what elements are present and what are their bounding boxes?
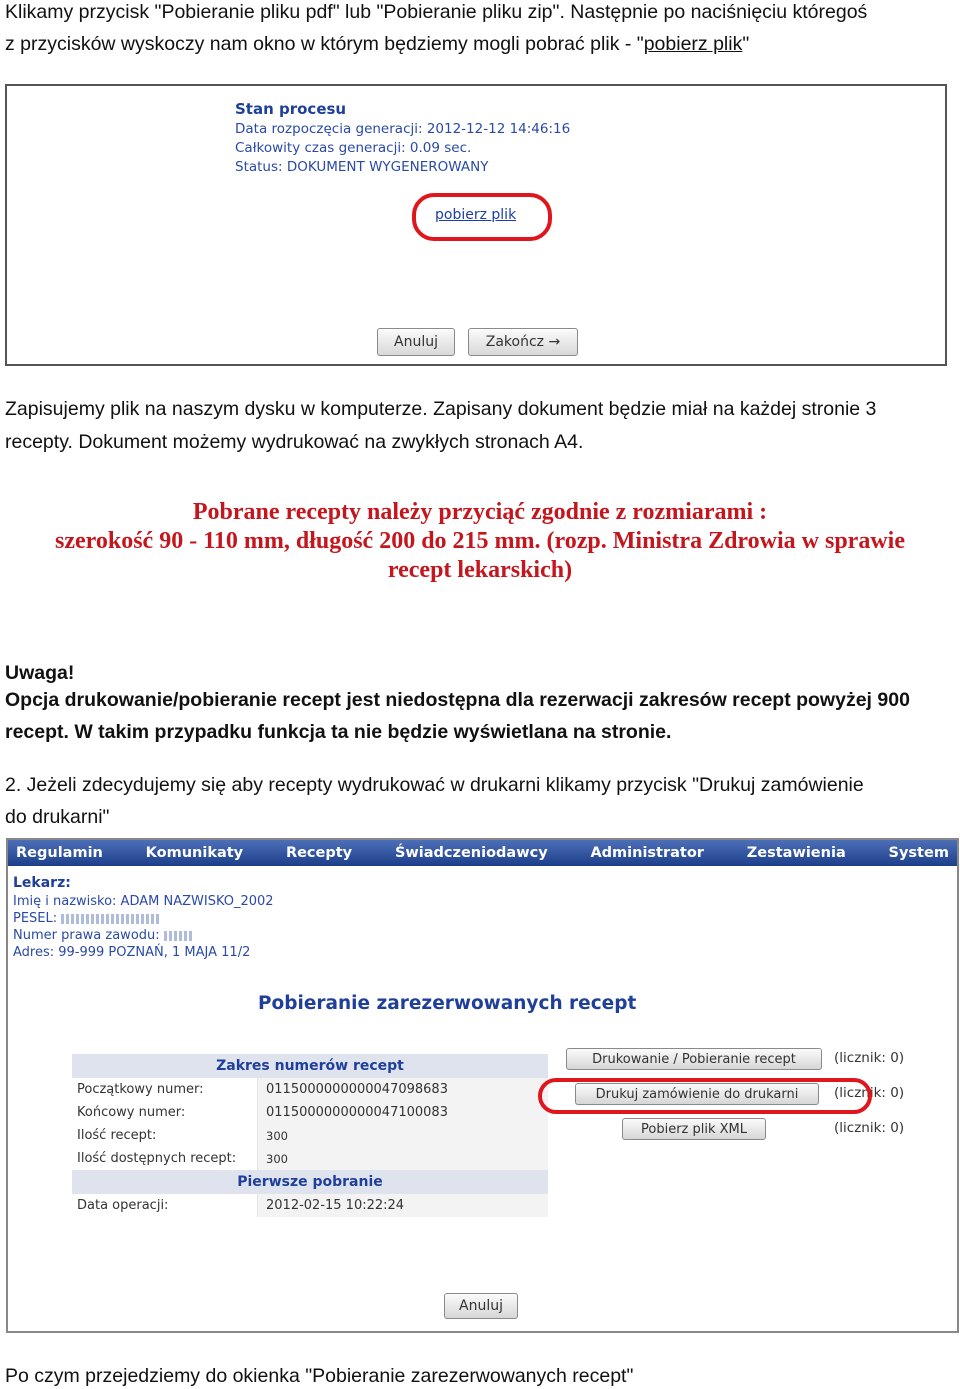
finish-button[interactable]: Zakończ → bbox=[468, 328, 578, 356]
table-row bbox=[72, 1101, 548, 1124]
page-title: Pobieranie zarezerwowanych recept bbox=[258, 993, 637, 1014]
row-value: 0115000000000047100083 bbox=[257, 1101, 548, 1124]
first-download-header: Pierwsze pobranie bbox=[72, 1170, 548, 1194]
nav-item-regulamin[interactable]: Regulamin bbox=[16, 845, 103, 861]
cancel-button[interactable]: Anuluj bbox=[444, 1293, 518, 1319]
range-header: Zakres numerów recept bbox=[72, 1054, 548, 1078]
counter-print-order: (licznik: 0) bbox=[834, 1085, 905, 1101]
row-label: Ilość dostępnych recept: bbox=[72, 1147, 257, 1170]
outro-text: Po czym przejedziemy do okienka "Pobieranie zarezerwowanych recept" bbox=[5, 1365, 634, 1387]
cut-note-line-3: recept lekarskich) bbox=[387, 557, 573, 583]
table-row bbox=[72, 1194, 548, 1217]
warning-line-1: Opcja drukowanie/pobieranie recept jest niedostępna dla rezerwacji zakresów recept powyżej 900 bbox=[5, 689, 910, 711]
process-status: Status: DOKUMENT WYGENEROWANY bbox=[235, 159, 489, 175]
intro-line-2 bbox=[5, 28, 955, 60]
doctor-name: Imię i nazwisko: ADAM NAZWISKO_2002 bbox=[13, 894, 274, 909]
nav-item-zestawienia[interactable]: Zestawienia bbox=[746, 845, 846, 861]
row-label: Ilość recept: bbox=[72, 1124, 257, 1147]
doctor-address: Adres: 99-999 POZNAŃ, 1 MAJA 11/2 bbox=[13, 945, 251, 960]
row-value: 300 bbox=[257, 1147, 548, 1170]
row-value: 300 bbox=[257, 1124, 548, 1147]
cut-note-line-1: Pobrane recepty należy przyciąć zgodnie z rozmiarami : bbox=[192, 499, 768, 525]
row-label: Początkowy numer: bbox=[72, 1078, 257, 1101]
download-xml-button[interactable]: Pobierz plik XML bbox=[622, 1118, 766, 1140]
row-value: 2012-02-15 10:22:24 bbox=[257, 1194, 548, 1217]
counter-xml: (licznik: 0) bbox=[834, 1120, 905, 1136]
process-dialog-screenshot bbox=[5, 84, 947, 366]
nav-item-system[interactable]: System bbox=[888, 845, 949, 861]
step2-line-1: 2. Jeżeli zdecydujemy się aby recepty wydrukować w drukarni klikamy przycisk "Drukuj zamówienie bbox=[5, 774, 864, 796]
redacted-value bbox=[164, 931, 194, 941]
intro-line-1: Klikamy przycisk "Pobieranie pliku pdf" lub "Pobieranie pliku zip". Następnie po naciśnięciu któregoś bbox=[5, 1, 868, 23]
table-row bbox=[72, 1124, 548, 1147]
row-value: 0115000000000047098683 bbox=[257, 1078, 548, 1101]
print-order-button[interactable]: Drukuj zamówienie do drukarni bbox=[575, 1083, 819, 1105]
save-text-line-1: Zapisujemy plik na naszym dysku w komputerze. Zapisany dokument będzie miał na każdej stronie 3 bbox=[5, 398, 877, 420]
warning-line-2: recept. W takim przypadku funkcja ta nie będzie wyświetlana na stronie. bbox=[5, 721, 672, 743]
highlight-oval bbox=[538, 1078, 872, 1114]
doctor-license-label: Numer prawa zawodu: bbox=[13, 928, 160, 943]
range-table bbox=[72, 1054, 548, 1217]
warning-heading: Uwaga! bbox=[5, 662, 75, 684]
doctor-title: Lekarz: bbox=[13, 875, 71, 891]
doctor-pesel-label: PESEL: bbox=[13, 911, 58, 926]
intro-line-2-suffix: " bbox=[742, 33, 750, 55]
reservation-screenshot bbox=[6, 838, 959, 1333]
intro-line-2-prefix: z przycisków wyskoczy nam okno w którym będziemy mogli pobrać plik - " bbox=[5, 33, 644, 55]
row-label: Końcowy numer: bbox=[72, 1101, 257, 1124]
doctor-license bbox=[13, 928, 194, 943]
process-start-date: Data rozpoczęcia generacji: 2012-12-12 14:46:16 bbox=[235, 121, 571, 137]
print-download-button[interactable]: Drukowanie / Pobieranie recept bbox=[566, 1048, 822, 1070]
redacted-value bbox=[61, 914, 161, 924]
nav-item-administrator[interactable]: Administrator bbox=[590, 845, 704, 861]
main-nav bbox=[8, 840, 957, 866]
counter-print-download: (licznik: 0) bbox=[834, 1050, 905, 1066]
process-total-time: Całkowity czas generacji: 0.09 sec. bbox=[235, 140, 472, 156]
intro-link-text: pobierz plik bbox=[643, 33, 743, 55]
download-file-link[interactable]: pobierz plik bbox=[435, 207, 517, 223]
cancel-button[interactable]: Anuluj bbox=[377, 328, 455, 356]
cut-note-line-2: szerokość 90 - 110 mm, długość 200 do 215 mm. (rozp. Ministra Zdrowia w sprawie bbox=[55, 528, 905, 554]
process-title: Stan procesu bbox=[235, 100, 347, 118]
nav-item-swiadczeniodawcy[interactable]: Świadczeniodawcy bbox=[394, 845, 548, 861]
save-text-line-2: recepty. Dokument możemy wydrukować na zwykłych stronach A4. bbox=[5, 431, 584, 453]
nav-item-recepty[interactable]: Recepty bbox=[285, 845, 353, 861]
table-row bbox=[72, 1078, 548, 1101]
table-row bbox=[72, 1147, 548, 1170]
doctor-pesel bbox=[13, 911, 161, 926]
row-label: Data operacji: bbox=[72, 1194, 257, 1217]
step2-line-2: do drukarni" bbox=[5, 806, 110, 828]
nav-item-komunikaty[interactable]: Komunikaty bbox=[145, 845, 244, 861]
